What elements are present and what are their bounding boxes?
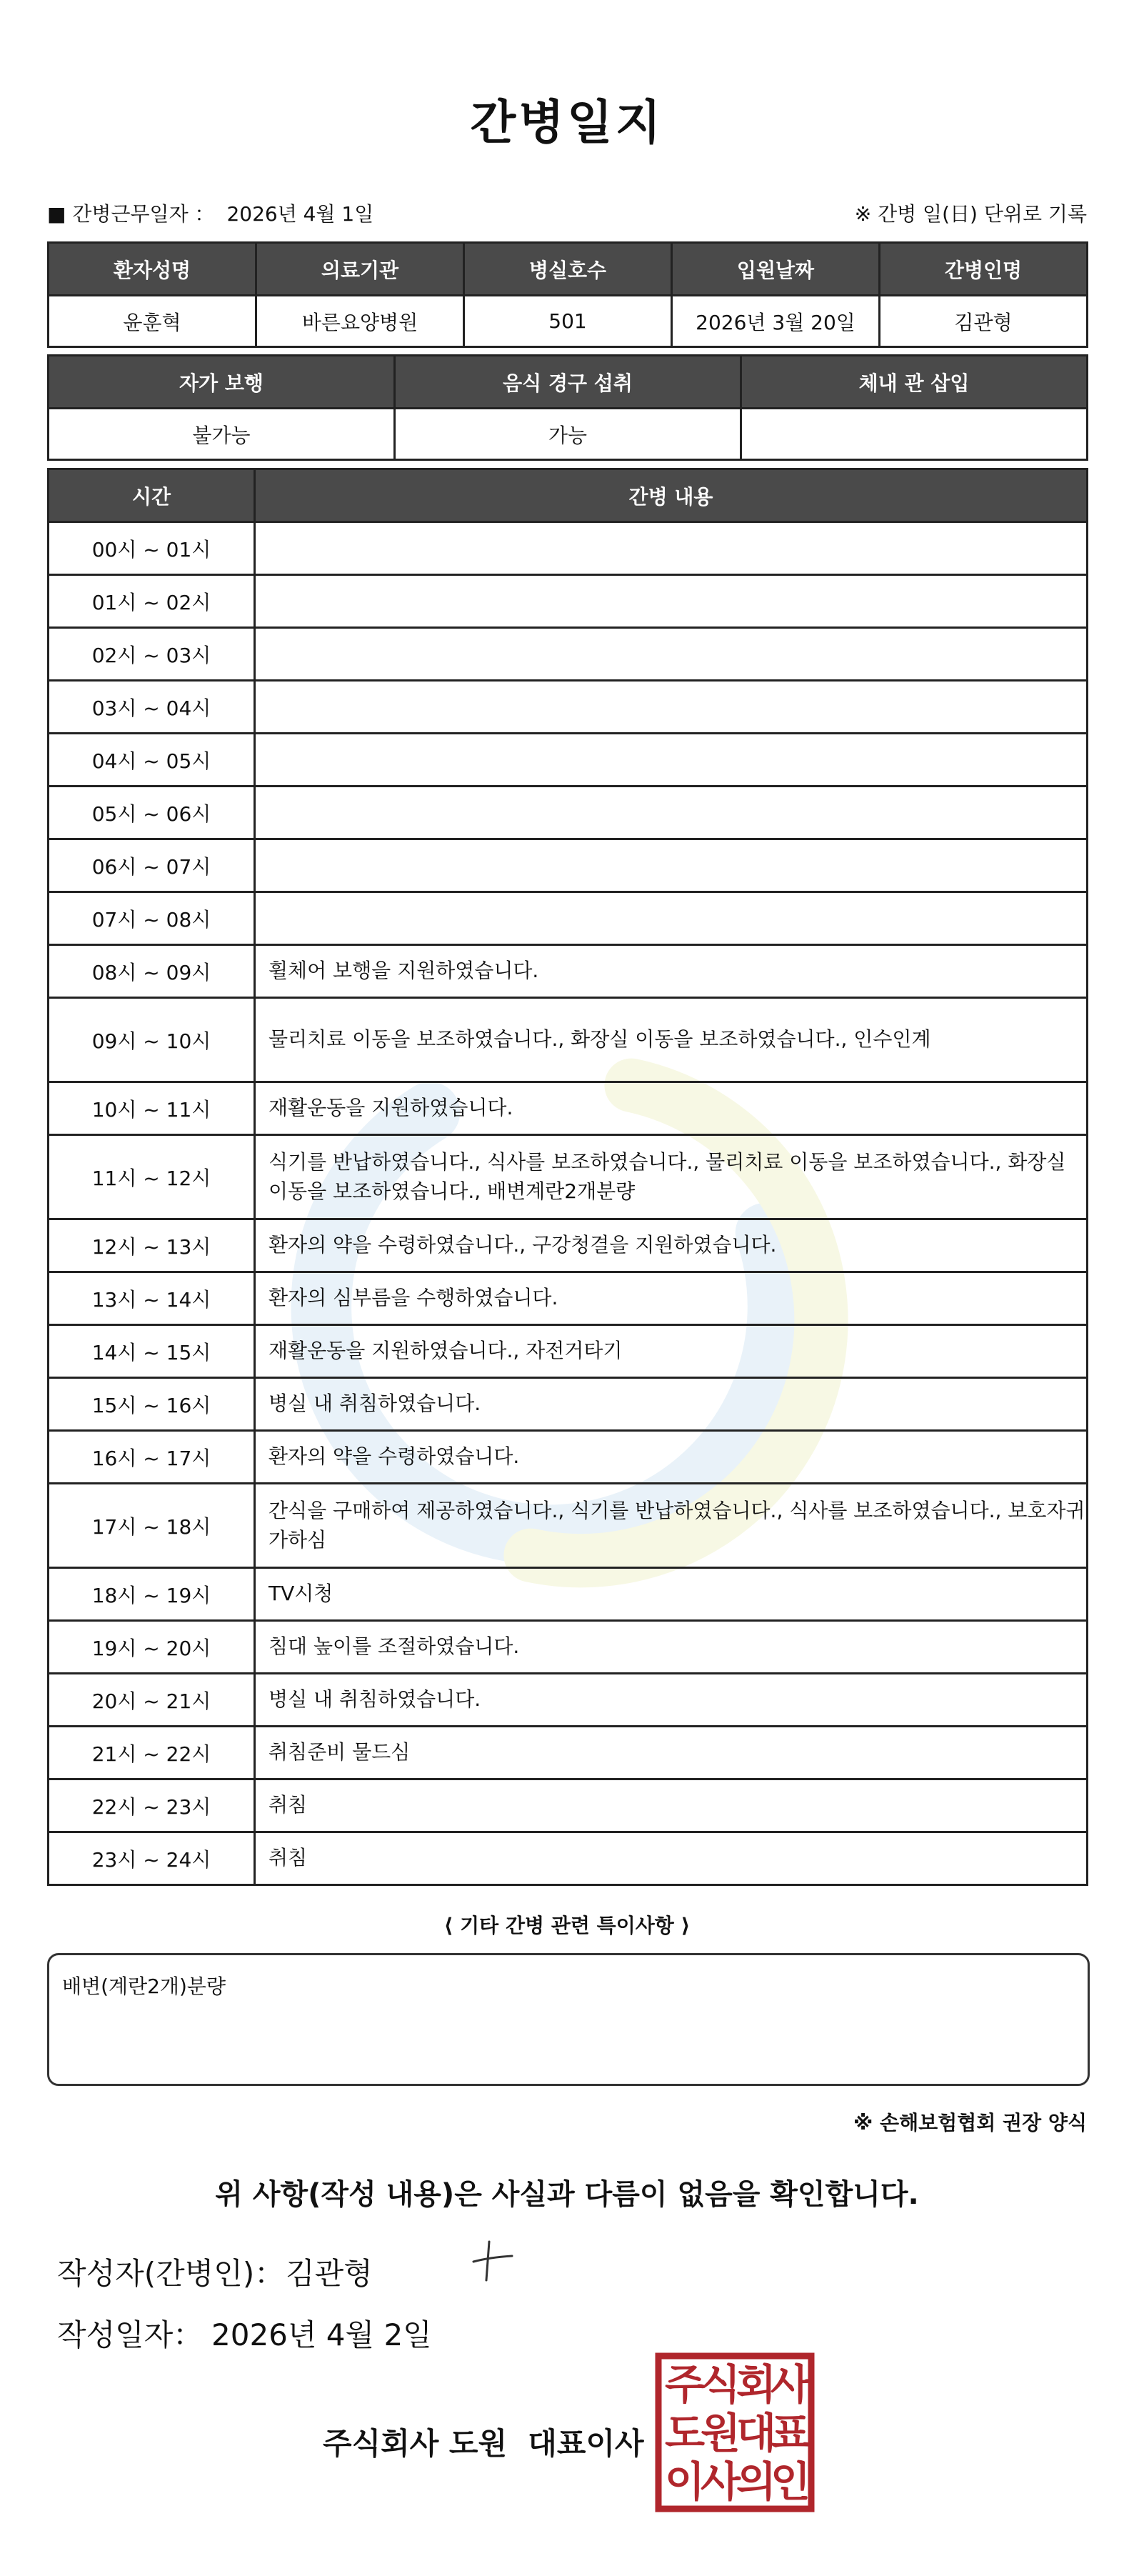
header-tube: 체내 관 삽입 (741, 356, 1088, 409)
care-content: 취침준비 물드심 (255, 1727, 1088, 1779)
table-row (49, 1219, 1088, 1272)
author-label: 작성자(간병인)： (57, 2256, 285, 2291)
svg-text:인: 인 (770, 2457, 811, 2506)
header-time: 시간 (49, 469, 255, 522)
time-slot: 15시 ~ 16시 (49, 1378, 255, 1431)
oral-intake-status: 가능 (395, 409, 741, 460)
notes-title: ⟨ 기타 간병 관련 특이사항 ⟩ (443, 1914, 691, 1937)
work-date (47, 199, 373, 227)
company-signature-line: 주식회사 도원 대표이사 (323, 2426, 644, 2461)
time-slot: 14시 ~ 15시 (49, 1325, 255, 1378)
table-row (49, 734, 1088, 787)
time-slot: 11시 ~ 12시 (49, 1135, 255, 1219)
care-content: 병실 내 취침하였습니다. (255, 1674, 1088, 1727)
time-slot: 01시 ~ 02시 (49, 575, 255, 628)
table-row (49, 1832, 1088, 1885)
unit-note: ※ 간병 일(日) 단위로 기록 (854, 202, 1087, 226)
time-slot: 03시 ~ 04시 (49, 681, 255, 734)
svg-text:의: 의 (736, 2457, 777, 2506)
table-row (49, 522, 1088, 575)
care-content (255, 787, 1088, 839)
work-date-value: 2026년 4월 1일 (226, 202, 374, 226)
table-row (49, 1135, 1088, 1219)
svg-text:이: 이 (664, 2457, 706, 2506)
patient-status-table (47, 354, 1088, 461)
time-slot: 06시 ~ 07시 (49, 839, 255, 892)
signature-mark (468, 2236, 518, 2286)
table-row (49, 1779, 1088, 1832)
care-content: 환자의 심부름을 수행하였습니다. (255, 1272, 1088, 1325)
confirmation-statement: 위 사항(작성 내용)은 사실과 다름이 없음을 확인합니다. (215, 2178, 919, 2211)
table-row (49, 1568, 1088, 1621)
recommendation-note: ※ 손해보험협회 권장 양식 (853, 2111, 1087, 2135)
notes-box (47, 1953, 1090, 2086)
table-row (49, 628, 1088, 681)
care-content (255, 681, 1088, 734)
time-slot: 18시 ~ 19시 (49, 1568, 255, 1621)
table-row (49, 998, 1088, 1082)
care-content (255, 734, 1088, 787)
care-content: 재활운동을 지원하였습니다. (255, 1082, 1088, 1135)
author-name: 김관형 (286, 2256, 373, 2291)
table-row (49, 575, 1088, 628)
care-content: 병실 내 취침하였습니다. (255, 1378, 1088, 1431)
time-slot: 17시 ~ 18시 (49, 1484, 255, 1568)
table-row (49, 787, 1088, 839)
table-row (49, 1325, 1088, 1378)
time-slot: 20시 ~ 21시 (49, 1674, 255, 1727)
care-content: 환자의 약을 수령하였습니다., 구강청결을 지원하였습니다. (255, 1219, 1088, 1272)
header-care-content: 간병 내용 (255, 469, 1088, 522)
care-log-body (49, 522, 1088, 1885)
date-label: 작성일자： (57, 2317, 204, 2352)
time-slot: 07시 ~ 08시 (49, 892, 255, 945)
header-admission-date: 입원날짜 (672, 243, 880, 296)
admission-date: 2026년 3월 20일 (672, 296, 880, 347)
header-caregiver: 간병인명 (880, 243, 1088, 296)
work-date-label: ■ 간병근무일자 ： (47, 202, 215, 226)
table-row (49, 1378, 1088, 1431)
svg-text:도: 도 (664, 2409, 706, 2457)
header-oral-intake: 음식 경구 섭취 (395, 356, 741, 409)
company-seal (654, 2352, 816, 2513)
table-row (49, 1727, 1088, 1779)
care-content: 환자의 약을 수령하였습니다. (255, 1431, 1088, 1484)
header-walking: 자가 보행 (49, 356, 395, 409)
patient-name: 윤훈혁 (49, 296, 256, 347)
svg-text:사: 사 (700, 2457, 741, 2506)
svg-text:회: 회 (736, 2360, 777, 2409)
care-content: 식기를 반납하였습니다., 식사를 보조하였습니다., 물리치료 이동을 보조하였습니다., 화장실 이동을 보조하였습니다., 배변계란2개분량 (255, 1135, 1088, 1219)
document-title: 간병일지 (470, 95, 664, 150)
table-row (49, 839, 1088, 892)
table-row (49, 681, 1088, 734)
time-slot: 09시 ~ 10시 (49, 998, 255, 1082)
svg-text:표: 표 (770, 2409, 811, 2457)
patient-info-table (47, 241, 1088, 348)
time-slot: 13시 ~ 14시 (49, 1272, 255, 1325)
notes-text: 배변(계란2개)분량 (62, 1975, 226, 1998)
care-content (255, 628, 1088, 681)
care-content: TV시청 (255, 1568, 1088, 1621)
caregiver-name: 김관형 (880, 296, 1088, 347)
time-slot: 02시 ~ 03시 (49, 628, 255, 681)
svg-text:사: 사 (770, 2360, 811, 2409)
svg-text:주: 주 (664, 2360, 706, 2409)
svg-text:대: 대 (736, 2409, 777, 2457)
table-row (49, 1674, 1088, 1727)
table-row (49, 1484, 1088, 1568)
time-slot: 22시 ~ 23시 (49, 1779, 255, 1832)
care-content: 간식을 구매하여 제공하였습니다., 식기를 반납하였습니다., 식사를 보조하였습니다., 보호자귀가하심 (255, 1484, 1088, 1568)
svg-text:식: 식 (700, 2360, 741, 2409)
svg-text:원: 원 (700, 2409, 741, 2457)
time-slot: 21시 ~ 22시 (49, 1727, 255, 1779)
care-content (255, 522, 1088, 575)
header-institution: 의료기관 (256, 243, 464, 296)
time-slot: 16시 ~ 17시 (49, 1431, 255, 1484)
care-content (255, 892, 1088, 945)
room-number: 501 (464, 296, 672, 347)
table-row (49, 1272, 1088, 1325)
time-slot: 08시 ~ 09시 (49, 945, 255, 998)
care-content: 물리치료 이동을 보조하였습니다., 화장실 이동을 보조하였습니다., 인수인계 (255, 998, 1088, 1082)
care-content: 취침 (255, 1779, 1088, 1832)
institution: 바른요양병원 (256, 296, 464, 347)
time-slot: 00시 ~ 01시 (49, 522, 255, 575)
care-content: 취침 (255, 1832, 1088, 1885)
table-row (49, 1082, 1088, 1135)
time-slot: 23시 ~ 24시 (49, 1832, 255, 1885)
table-row (49, 1431, 1088, 1484)
time-slot: 04시 ~ 05시 (49, 734, 255, 787)
date-value: 2026년 4월 2일 (211, 2317, 432, 2352)
table-row (49, 1621, 1088, 1674)
care-content: 침대 높이를 조절하였습니다. (255, 1621, 1088, 1674)
time-slot: 12시 ~ 13시 (49, 1219, 255, 1272)
table-row (49, 892, 1088, 945)
table-row (49, 945, 1088, 998)
header-room: 병실호수 (464, 243, 672, 296)
care-content: 휠체어 보행을 지원하였습니다. (255, 945, 1088, 998)
time-slot: 19시 ~ 20시 (49, 1621, 255, 1674)
care-log-table (47, 468, 1088, 1886)
time-slot: 05시 ~ 06시 (49, 787, 255, 839)
time-slot: 10시 ~ 11시 (49, 1082, 255, 1135)
care-content (255, 839, 1088, 892)
care-content: 재활운동을 지원하였습니다., 자전거타기 (255, 1325, 1088, 1378)
tube-status (741, 409, 1088, 460)
header-patient-name: 환자성명 (49, 243, 256, 296)
care-content (255, 575, 1088, 628)
walking-status: 불가능 (49, 409, 395, 460)
